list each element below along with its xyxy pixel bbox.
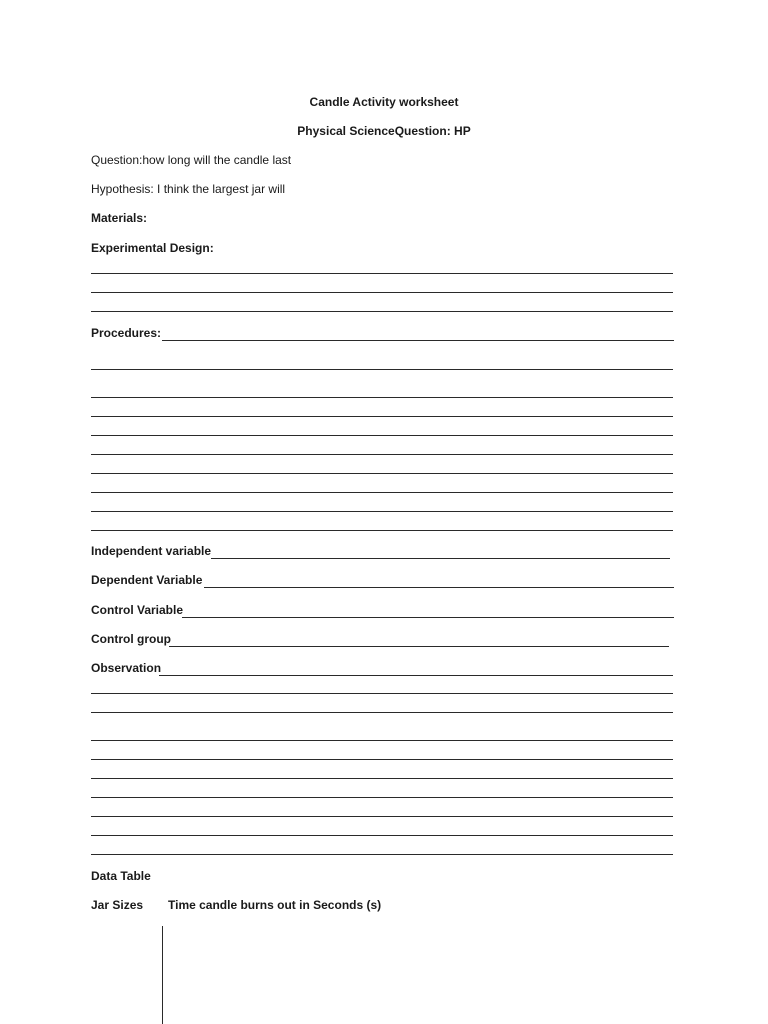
question-line: Question:how long will the candle last	[91, 153, 292, 167]
procedures-writing-line	[91, 369, 673, 370]
procedures-writing-line	[91, 511, 673, 512]
observation-blank	[159, 675, 673, 676]
control-group-label: Control group	[91, 632, 171, 646]
independent-variable-label: Independent variable	[91, 544, 212, 558]
procedures-writing-line	[91, 454, 673, 455]
observation-writing-line	[91, 712, 673, 713]
procedures-writing-line	[91, 492, 673, 493]
experimental-design-writing-line	[91, 292, 673, 293]
observation-label: Observation	[91, 661, 162, 675]
observation-writing-line	[91, 759, 673, 760]
control-group-blank	[169, 646, 669, 647]
observation-writing-line	[91, 797, 673, 798]
dependent-variable-blank	[204, 587, 674, 588]
experimental-design-label: Experimental Design:	[91, 241, 214, 255]
procedures-writing-line	[91, 416, 673, 417]
procedures-writing-line	[91, 435, 673, 436]
hypothesis-line: Hypothesis: I think the largest jar will	[91, 182, 286, 196]
data-table-column-jar-sizes: Jar Sizes	[91, 898, 144, 912]
materials-label: Materials:	[91, 211, 148, 225]
experimental-design-writing-line	[91, 273, 673, 274]
data-table-heading: Data Table	[91, 869, 151, 883]
data-table-column-burn-time: Time candle burns out in Seconds (s)	[168, 898, 382, 912]
procedures-label: Procedures:	[91, 326, 162, 340]
procedures-blank	[162, 340, 674, 341]
procedures-writing-line	[91, 473, 673, 474]
observation-writing-line	[91, 740, 673, 741]
experimental-design-writing-line	[91, 311, 673, 312]
procedures-writing-line	[91, 397, 673, 398]
observation-writing-line	[91, 693, 673, 694]
worksheet-title: Candle Activity worksheet	[309, 95, 459, 109]
observation-writing-line	[91, 835, 673, 836]
worksheet-subtitle: Physical ScienceQuestion: HP	[297, 124, 471, 138]
observation-writing-line	[91, 778, 673, 779]
observation-writing-line	[91, 854, 673, 855]
control-variable-blank	[182, 617, 674, 618]
data-table-column-divider	[162, 926, 163, 1024]
observation-writing-line	[91, 816, 673, 817]
control-variable-label: Control Variable	[91, 603, 184, 617]
dependent-variable-label: Dependent Variable	[91, 573, 203, 587]
independent-variable-blank	[211, 558, 670, 559]
procedures-writing-line	[91, 530, 673, 531]
